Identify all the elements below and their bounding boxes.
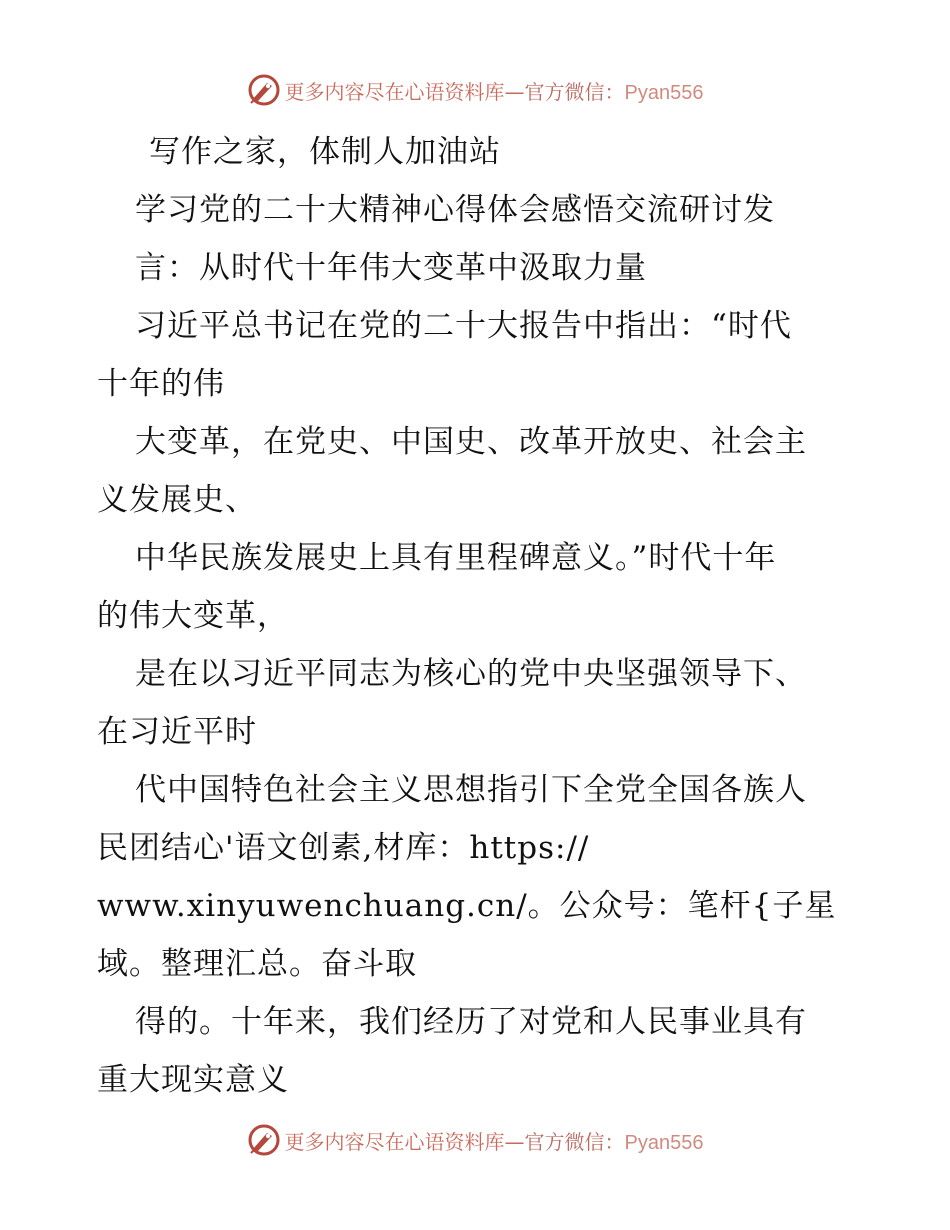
banner-wechat-id: Pyan556 <box>624 81 704 104</box>
text-line: 大变革，在党史、中国史、改革开放史、社会主 <box>135 424 807 460</box>
text-line: 的伟大变革， <box>97 598 289 634</box>
text-line: 是在以习近平同志为核心的党中央坚强领导下、 <box>135 656 807 692</box>
footer-banner <box>0 1122 950 1158</box>
banner-wechat-label: 官方微信： <box>524 79 625 104</box>
text-line: 言：从时代十年伟大变革中汲取力量 <box>135 250 647 286</box>
text-line: 代中国特色社会主义思想指引下全党全国各族人 <box>135 772 807 808</box>
text-line: 义发展史、 <box>97 482 257 518</box>
text-line: 得的。十年来，我们经历了对党和人民事业具有 <box>135 1004 807 1040</box>
banner-wechat-label: 官方微信： <box>524 1129 625 1154</box>
banner-dash: — <box>504 1129 525 1154</box>
text-line: www.xinyuwenchuang.cn/。公众号：笔杆{子星 <box>97 888 837 924</box>
text-line: 域。整理汇总。奋斗取 <box>97 946 417 982</box>
banner-site-text: 更多内容尽在心语资料库 <box>284 79 505 104</box>
banner-site-text: 更多内容尽在心语资料库 <box>284 1129 505 1154</box>
header-banner <box>0 72 950 108</box>
text-line: 学习党的二十大精神心得体会感悟交流研讨发 <box>135 192 775 228</box>
banner-wechat-id: Pyan556 <box>624 1131 704 1154</box>
document-body <box>97 123 857 1109</box>
pen-nib-logo-icon <box>247 1123 281 1157</box>
text-line: 写作之家，体制人加油站 <box>149 134 501 170</box>
banner-text <box>285 76 704 105</box>
text-line: 习近平总书记在党的二十大报告中指出：“时代 <box>135 308 792 344</box>
banner-text <box>285 1126 704 1155</box>
text-line: 重大现实意义 <box>97 1062 289 1098</box>
text-line: 民团结心'语文创素,材库：https:// <box>97 830 590 866</box>
text-line: 中华民族发展史上具有里程碑意义。”时代十年 <box>135 540 777 576</box>
text-line: 在习近平时 <box>97 714 257 750</box>
pen-nib-logo-icon <box>247 73 281 107</box>
text-line: 十年的伟 <box>97 366 225 402</box>
banner-dash: — <box>504 79 525 104</box>
